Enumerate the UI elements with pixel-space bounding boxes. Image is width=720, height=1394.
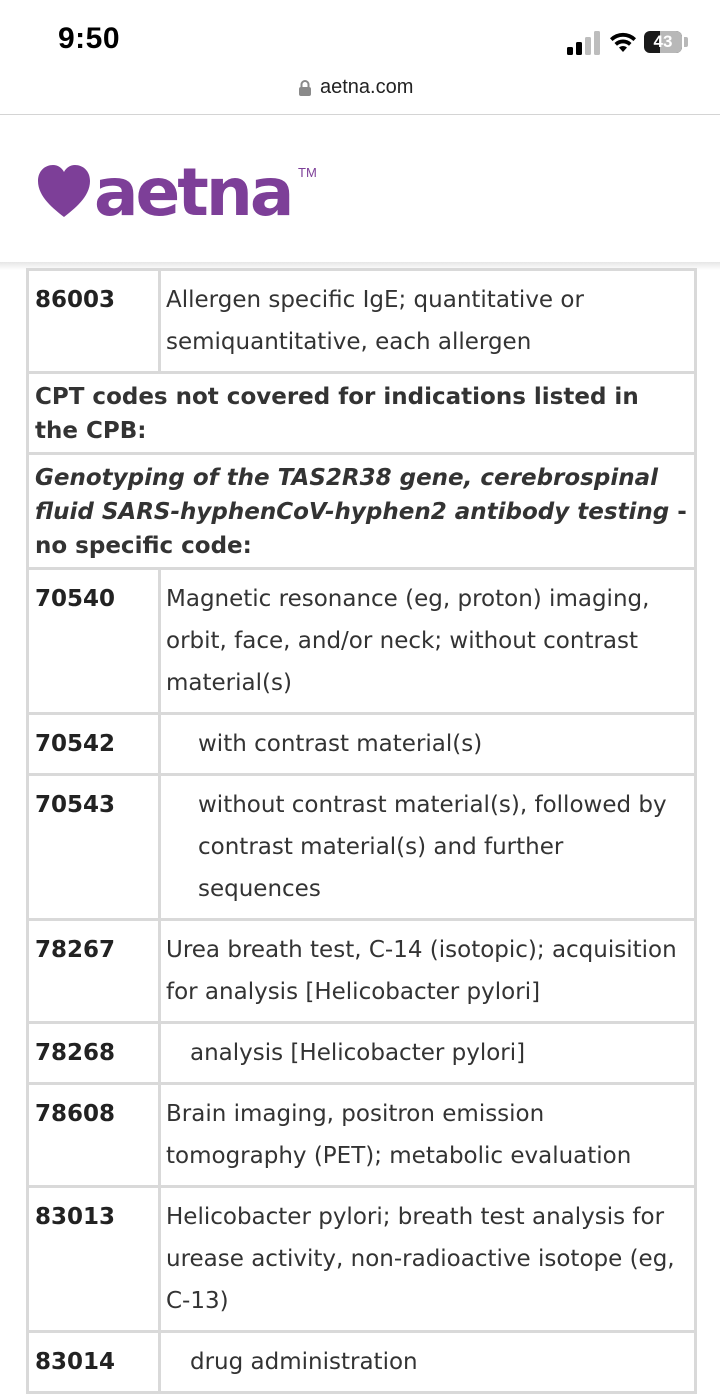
cpt-description-text: drug administration — [190, 1349, 418, 1375]
cpt-description-cell: Urea breath test, C-14 (isotopic); acquisition for analysis [Helicobacter pylori] — [160, 920, 696, 1023]
table-row — [28, 1023, 696, 1084]
url-text: aetna.com — [320, 76, 414, 98]
battery-percent: 43 — [653, 32, 673, 51]
url-display[interactable] — [298, 76, 413, 99]
table-row — [28, 1187, 696, 1332]
section-heading-cell: CPT codes not covered for indications listed in the CPB: — [28, 373, 696, 454]
site-header — [0, 115, 720, 264]
cpt-description-text: analysis [Helicobacter pylori] — [190, 1040, 526, 1066]
table-row — [28, 714, 696, 775]
cpt-code-cell: 70540 — [28, 569, 160, 714]
cpt-description-cell — [160, 1332, 696, 1393]
table-row — [28, 775, 696, 920]
wifi-icon — [608, 30, 638, 54]
table-row — [28, 920, 696, 1023]
table-row — [28, 1084, 696, 1187]
cpt-code-cell: 78268 — [28, 1023, 160, 1084]
lock-icon — [298, 79, 312, 97]
table-row — [28, 1332, 696, 1393]
heart-icon — [38, 165, 90, 217]
cpt-description-text: with contrast material(s) — [198, 731, 483, 757]
cpt-description-cell — [160, 775, 696, 920]
status-time: 9:50 — [58, 22, 121, 55]
cpt-code-cell: 70542 — [28, 714, 160, 775]
logo-wordmark: aetna — [94, 157, 292, 223]
cpt-description-text: without contrast material(s), followed by contrast material(s) and further sequences — [198, 792, 667, 902]
aetna-logo[interactable] — [36, 157, 326, 223]
cpt-code-cell: 83014 — [28, 1332, 160, 1393]
battery-icon — [644, 31, 682, 53]
cpt-description-cell: Brain imaging, positron emission tomography (PET); metabolic evaluation — [160, 1084, 696, 1187]
cpt-code-cell: 86003 — [28, 270, 160, 373]
section-subheading-cell — [28, 454, 696, 569]
cpt-code-cell: 78267 — [28, 920, 160, 1023]
subheading-italic-text: Genotyping of the TAS2R38 gene, cerebrospinal fluid SARS-hyphenCoV-hyphen2 antibody testing — [35, 465, 670, 525]
cpt-description-cell: Helicobacter pylori; breath test analysis for urease activity, non-radioactive isotope (eg, C-13) — [160, 1187, 696, 1332]
subheading-trailing-text: - no specific code: — [35, 499, 687, 559]
table-row — [28, 569, 696, 714]
cpt-description-cell: Allergen specific IgE; quantitative or semiquantitative, each allergen — [160, 270, 696, 373]
cpt-description-cell: Magnetic resonance (eg, proton) imaging, orbit, face, and/or neck; without contrast material(s) — [160, 569, 696, 714]
url-bar[interactable] — [0, 70, 720, 115]
table-section-row — [28, 454, 696, 569]
cpt-code-cell: 83013 — [28, 1187, 160, 1332]
logo-trademark: TM — [298, 165, 317, 180]
cpt-description-cell — [160, 714, 696, 775]
cellular-signal-icon — [566, 31, 602, 55]
status-bar — [0, 0, 720, 70]
cpt-code-cell: 70543 — [28, 775, 160, 920]
cpt-code-cell: 78608 — [28, 1084, 160, 1187]
cpt-code-table — [26, 268, 697, 1394]
table-section-row — [28, 373, 696, 454]
cpt-code-table-container[interactable] — [26, 268, 694, 1394]
table-row — [28, 270, 696, 373]
cpt-description-cell — [160, 1023, 696, 1084]
battery-tip — [684, 37, 688, 47]
